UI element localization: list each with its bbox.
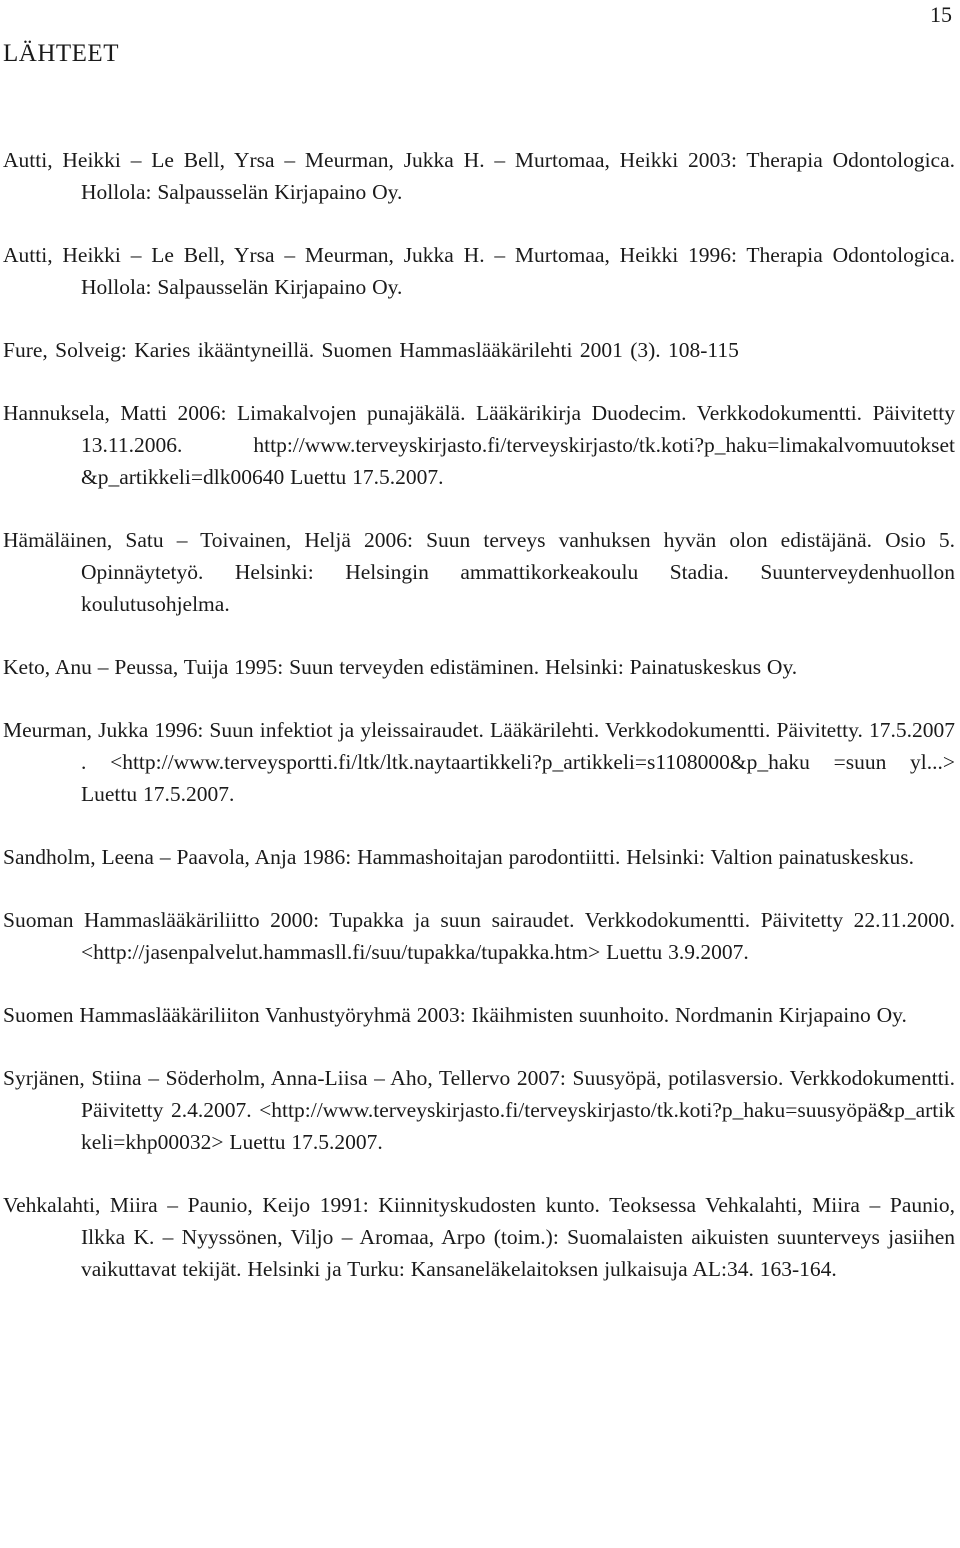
- reference-entry: Keto, Anu – Peussa, Tuija 1995: Suun terveyden edistäminen. Helsinki: Painatuskeskus Oy.: [3, 655, 798, 679]
- reference-entry: Sandholm, Leena – Paavola, Anja 1986: Hammashoitajan parodontiitti. Helsinki: Valtion painatuskeskus.: [3, 845, 915, 869]
- reference-entry: Hämäläinen, Satu – Toivainen, Heljä 2006: Suun terveys vanhuksen hyvän olon edistäjänä. Osio 5. Opinnäytetyö. Helsinki: Helsingin ammattikorkeakoulu Stadia. Suunterveydenhuollon koulutusohjelma.: [3, 528, 955, 616]
- reference-entry: Suoman Hammaslääkäriliitto 2000: Tupakka ja suun sairaudet. Verkkodokumentti. Päivitetty 22.11.2000. <http://jasenpalvelut.hammasll.fi/suu/tupakka/tupakka.htm> Luettu 3.9.2007.: [3, 908, 955, 964]
- reference-list: [3, 144, 955, 1316]
- reference-entry: Autti, Heikki – Le Bell, Yrsa – Meurman, Jukka H. – Murtomaa, Heikki 1996: Therapia Odontologica. Hollola: Salpausselän Kirjapaino Oy.: [3, 243, 955, 299]
- reference-entry: Fure, Solveig: Karies ikääntyneillä. Suomen Hammaslääkärilehti 2001 (3). 108-115: [3, 338, 739, 362]
- reference-entry: Autti, Heikki – Le Bell, Yrsa – Meurman, Jukka H. – Murtomaa, Heikki 2003: Therapia Odontologica. Hollola: Salpausselän Kirjapaino Oy.: [3, 148, 955, 204]
- reference-entry: Hannuksela, Matti 2006: Limakalvojen punajäkälä. Lääkärikirja Duodecim. Verkkodokumentti. Päivitetty 13.11.2006. http://www.terveyskirjasto.fi/terveyskirjasto/tk.koti?p_haku=limakalvomuutokset &p_artikkeli=dlk00640 Luettu 17.5.2007.: [3, 401, 955, 489]
- reference-entry: Syrjänen, Stiina – Söderholm, Anna-Liisa – Aho, Tellervo 2007: Suusyöpä, potilasversio. Verkkodokumentti. Päivitetty 2.4.2007. <http://www.terveyskirjasto.fi/terveyskirjasto/tk.koti?p_haku=suusyöpä&p_artik keli=khp00032> Luettu 17.5.2007.: [3, 1066, 955, 1154]
- reference-entry: Suomen Hammaslääkäriliiton Vanhustyöryhmä 2003: Ikäihmisten suunhoito. Nordmanin Kirjapaino Oy.: [3, 1003, 907, 1027]
- reference-entry: Meurman, Jukka 1996: Suun infektiot ja yleissairaudet. Lääkärilehti. Verkkodokumentti. Päivitetty. 17.5.2007 . <http://www.terveysportti.fi/ltk/ltk.naytaartikkeli?p_artikkeli=s1108000&p_haku =suun yl...> Luettu 17.5.2007.: [3, 718, 955, 806]
- reference-entry: Vehkalahti, Miira – Paunio, Keijo 1991: Kiinnityskudosten kunto. Teoksessa Vehkalahti, Miira – Paunio, Ilkka K. – Nyyssönen, Viljo – Aromaa, Arpo (toim.): Suomalaisten aikuisten suunterveys jasiihen vaikuttavat tekijät. Helsinki ja Turku: Kansaneläkelaitoksen julkaisuja AL:34. 163-164.: [3, 1193, 955, 1281]
- page-number: 15: [930, 2, 952, 27]
- references-heading: LÄHTEET: [3, 40, 119, 67]
